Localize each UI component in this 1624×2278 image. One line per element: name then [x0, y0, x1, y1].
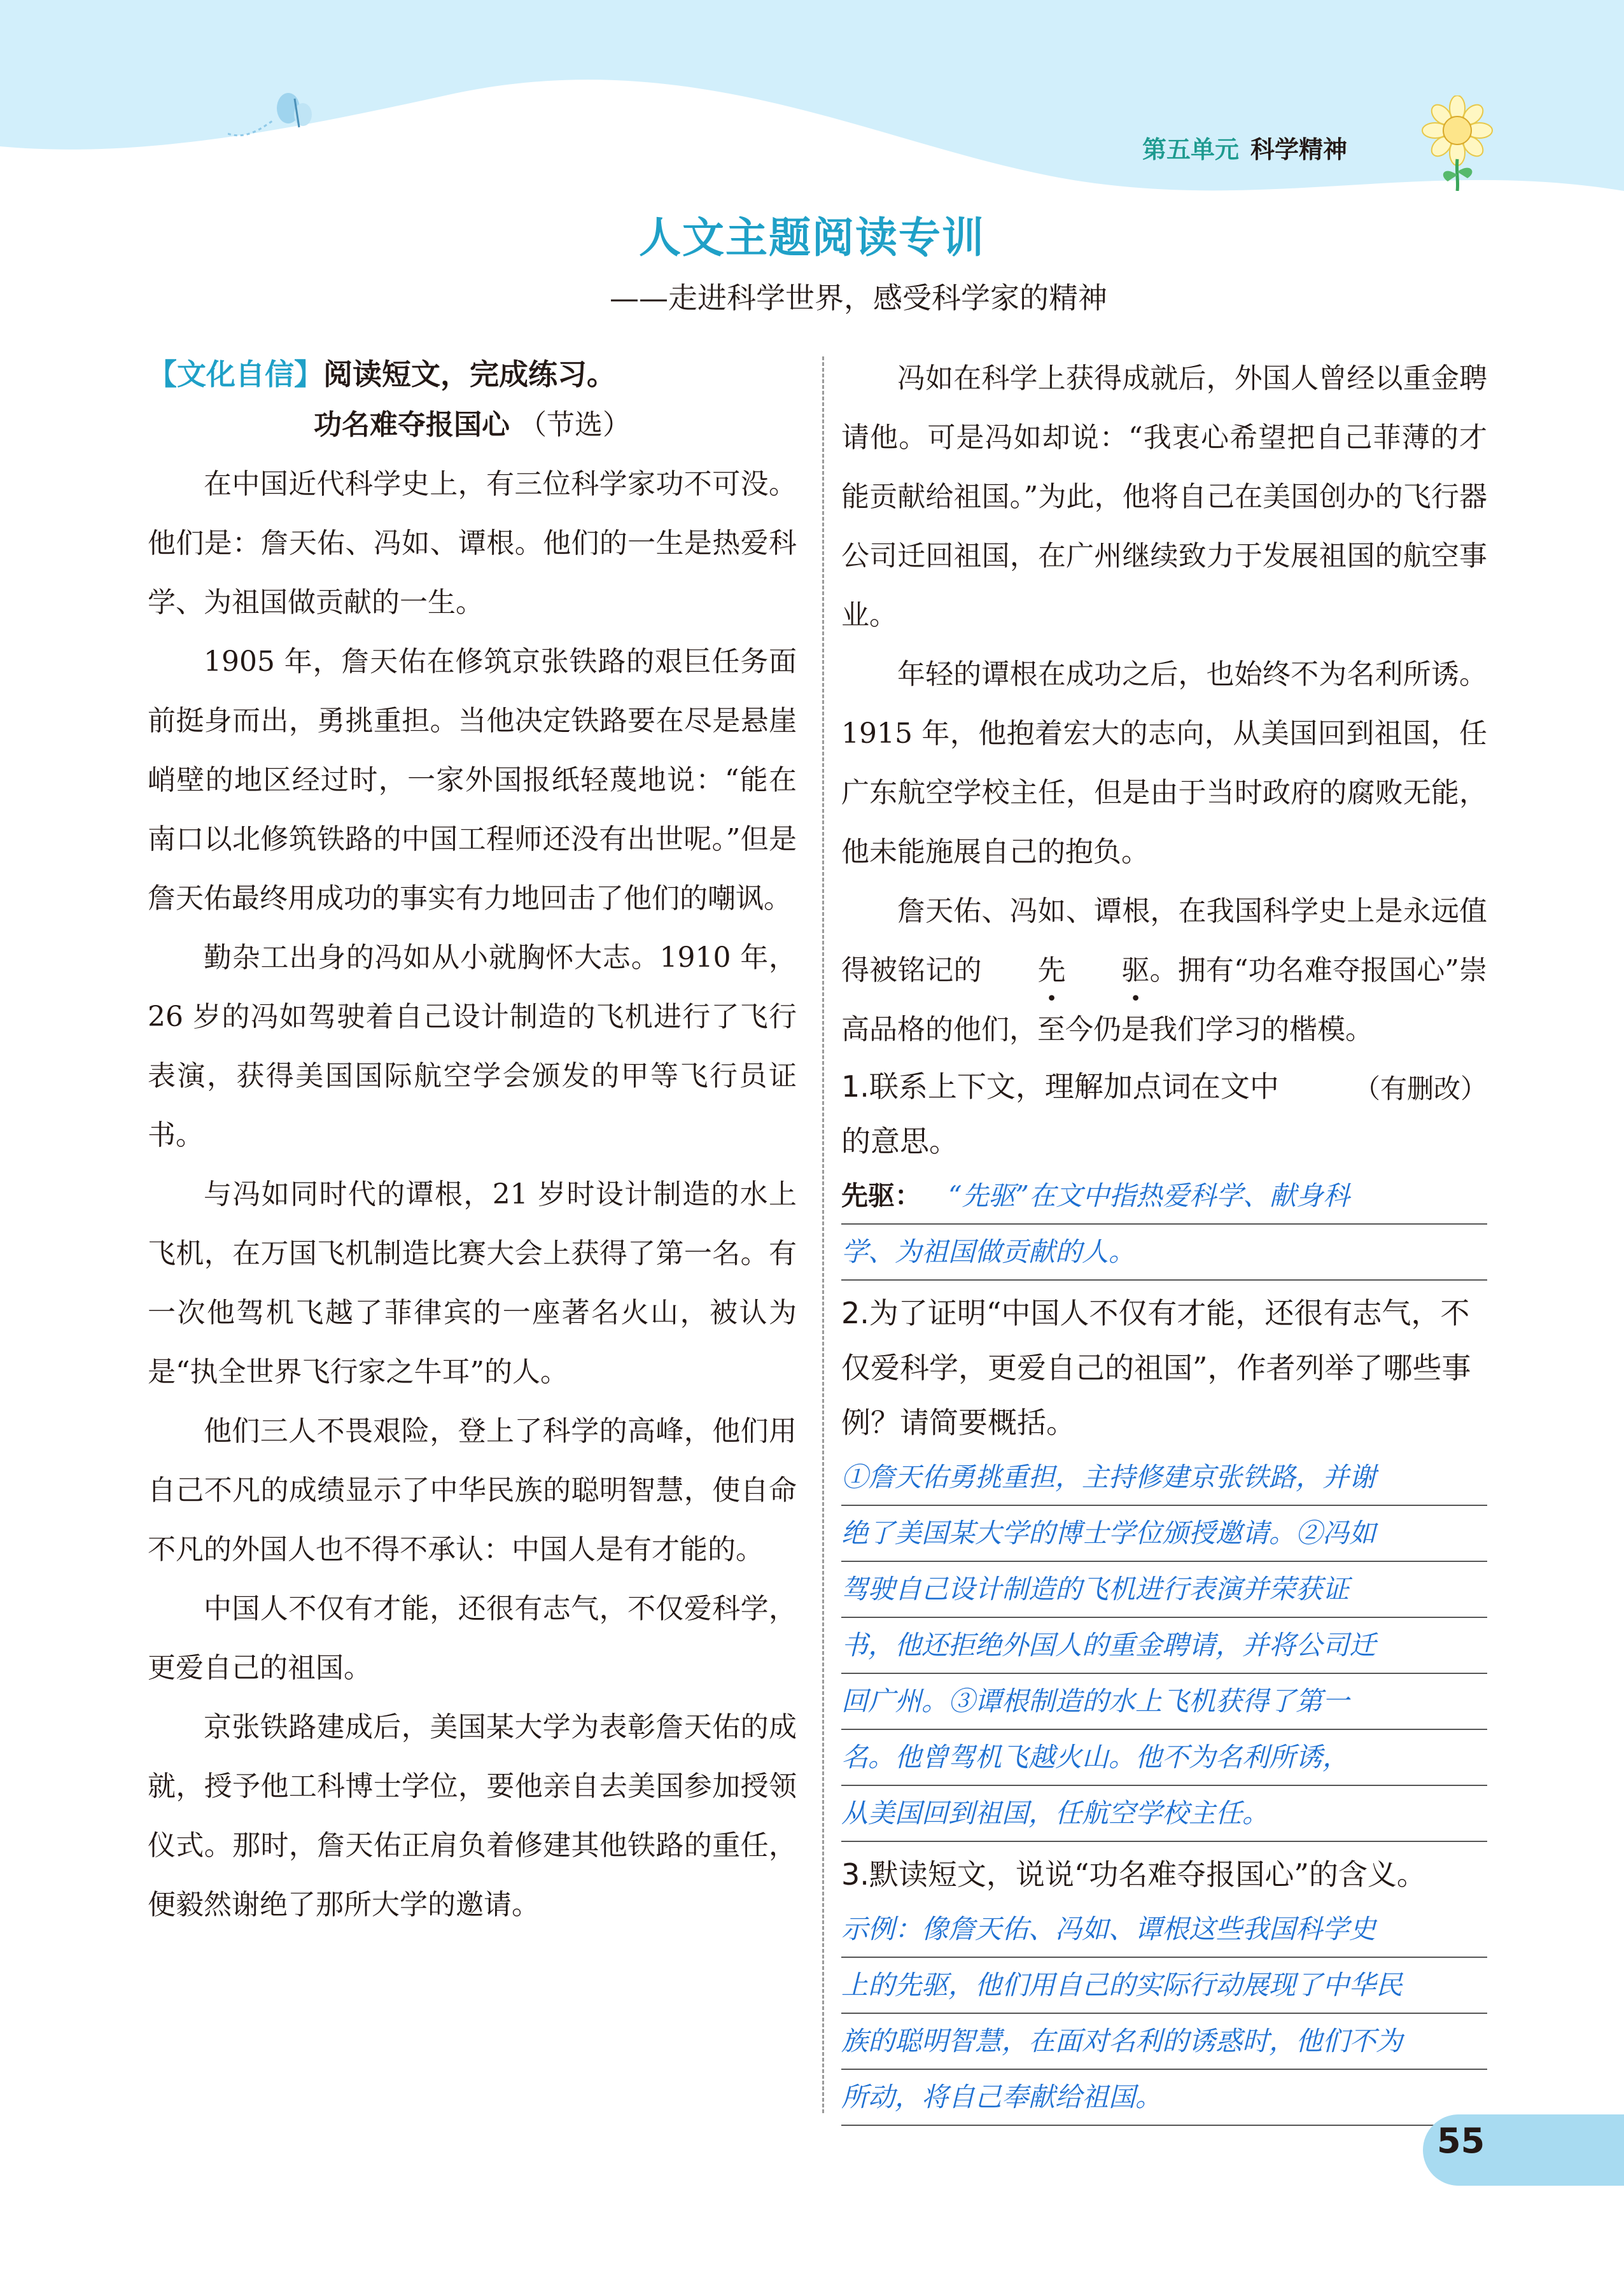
page-number: 55 — [1437, 2121, 1485, 2161]
answer-line: 绝了美国某大学的博士学位颁授邀请。②冯如 — [841, 1506, 1487, 1562]
answer-label: 先驱： — [841, 1180, 922, 1211]
instruction-line — [148, 349, 797, 400]
left-column — [148, 349, 797, 1934]
unit-label — [1142, 130, 1347, 171]
unit-topic: 科学精神 — [1250, 136, 1348, 164]
paragraph: 1905 年，詹天佑在修筑京张铁路的艰巨任务面前挺身而出，勇挑重担。当他决定铁路要在尽是悬崖峭壁的地区经过时，一家外国报纸轻蔑地说：“能在南口以北修筑铁路的中国工程师还没有出世呢。”但是詹天佑最终用成功的事实有力地回击了他们的嘲讽。 — [148, 645, 797, 915]
tag-label: 【文化自信】 — [148, 357, 323, 391]
question-number: 3. — [841, 1857, 869, 1892]
instruction-text: 阅读短文，完成练习。 — [323, 357, 616, 391]
answer-line: 上的先驱，他们用自己的实际行动展现了中华民 — [841, 1958, 1487, 2014]
question-3 — [841, 1847, 1487, 1902]
page-title: 人文主题阅读专训 — [639, 213, 985, 262]
emphasis-dot: • — [1130, 988, 1142, 1010]
article-title-text: 功名难夺报国心 — [314, 409, 510, 441]
sunflower-icon — [1419, 95, 1495, 191]
article-title-note: （节选） — [519, 409, 631, 441]
paragraph: 冯如在科学上获得成就后，外国人曾经以重金聘请他。可是冯如却说：“我衷心希望把自己菲薄的才能贡献给祖国。”为此，他将自己在美国创办的飞行器公司迁回祖国，在广州继续致力于发展祖国的航空事业。 — [841, 362, 1487, 631]
dotted-char — [982, 941, 1066, 1010]
answer-line — [841, 1169, 1487, 1225]
answer-line: 书，他还拒绝外国人的重金聘请，并将公司迁 — [841, 1618, 1487, 1674]
answer-line: 从美国回到祖国，任航空学校主任。 — [841, 1786, 1487, 1842]
paragraph-text: 詹天佑、冯如、谭根，在我国科学史上是永远值得被铭记的 — [841, 895, 1487, 987]
paragraph-text: 。拥有“功名难夺报国心”崇高品格的他们，至今仍是我们学习的楷模。 — [841, 954, 1487, 1046]
answer-line: ①詹天佑勇挑重担，主持修建京张铁路，并谢 — [841, 1450, 1487, 1506]
answer-line: 族的聪明智慧，在面对名利的诱惑时，他们不为 — [841, 2014, 1487, 2070]
page-subtitle: ——走进科学世界，感受科学家的精神 — [610, 281, 1107, 315]
question-text: 默读短文，说说“功名难夺报国心”的含义。 — [869, 1857, 1426, 1892]
emphasis-dot: • — [1046, 988, 1058, 1010]
answer-2 — [841, 1450, 1487, 1842]
page-number-tab — [1423, 2114, 1624, 2186]
column-divider — [822, 356, 824, 2113]
source-note: （有删改） — [1353, 1073, 1487, 1104]
article-title — [148, 400, 797, 451]
answer-line: 学、为祖国做贡献的人。 — [841, 1225, 1487, 1281]
question-number: 2. — [841, 1296, 869, 1330]
dotted-char — [1066, 941, 1150, 1010]
paragraph: 中国人不仅有才能，还很有志气，不仅爱科学，更爱自己的祖国。 — [148, 1592, 797, 1684]
dotted-char-text: 先 — [1037, 954, 1066, 987]
question-text: 联系上下文，理解加点词在文中的意思。 — [841, 1069, 1279, 1158]
dotted-char-text: 驱 — [1121, 954, 1150, 987]
question-number: 1. — [841, 1069, 869, 1104]
paragraph: 与冯如同时代的谭根，21 岁时设计制造的水上飞机，在万国飞机制造比赛大会上获得了第一名。有一次他驾机飞越了菲律宾的一座著名火山，被认为是“执全世界飞行家之牛耳”的人。 — [148, 1178, 797, 1388]
answer-line: 名。他曾驾机飞越火山。他不为名利所诱， — [841, 1730, 1487, 1786]
paragraph: 京张铁路建成后，美国某大学为表彰詹天佑的成就，授予他工科博士学位，要他亲自去美国参加授领仪式。那时，詹天佑正肩负着修建其他铁路的重任，便毅然谢绝了那所大学的邀请。 — [148, 1711, 797, 1921]
answer-line: 驾驶自己设计制造的飞机进行表演并荣获证 — [841, 1562, 1487, 1618]
question-2 — [841, 1286, 1487, 1450]
answer-line: 示例：像詹天佑、冯如、谭根这些我国科学史 — [841, 1902, 1487, 1958]
answer-3 — [841, 1902, 1487, 2126]
answer-1 — [841, 1169, 1487, 1281]
paragraph-final — [841, 882, 1487, 1104]
paragraph: 在中国近代科学史上，有三位科学家功不可没。他们是：詹天佑、冯如、谭根。他们的一生是热爱科学、为祖国做贡献的一生。 — [148, 468, 797, 619]
answer-text: “先驱”在文中指热爱科学、献身科 — [948, 1180, 1350, 1211]
answer-line: 所动，将自己奉献给祖国。 — [841, 2070, 1487, 2126]
question-text: 为了证明“中国人不仅有才能，还很有志气，不仅爱科学，更爱自己的祖国”，作者列举了哪些事例？请简要概括。 — [841, 1296, 1471, 1440]
butterfly-icon — [228, 89, 317, 140]
right-column — [841, 349, 1487, 2131]
answer-line: 回广州。③谭根制造的水上飞机获得了第一 — [841, 1674, 1487, 1730]
paragraph: 他们三人不畏艰险，登上了科学的高峰，他们用自己不凡的成绩显示了中华民族的聪明智慧，使自命不凡的外国人也不得不承认：中国人是有才能的。 — [148, 1415, 797, 1566]
paragraph: 勤杂工出身的冯如从小就胸怀大志。1910 年，26 岁的冯如驾驶着自己设计制造的飞机进行了飞行表演，获得美国国际航空学会颁发的甲等飞行员证书。 — [148, 941, 797, 1151]
unit-name: 第五单元 — [1142, 136, 1240, 164]
paragraph: 年轻的谭根在成功之后，也始终不为名利所诱。1915 年，他抱着宏大的志向，从美国回到祖国，任广东航空学校主任，但是由于当时政府的腐败无能，他未能施展自己的抱负。 — [841, 658, 1487, 868]
